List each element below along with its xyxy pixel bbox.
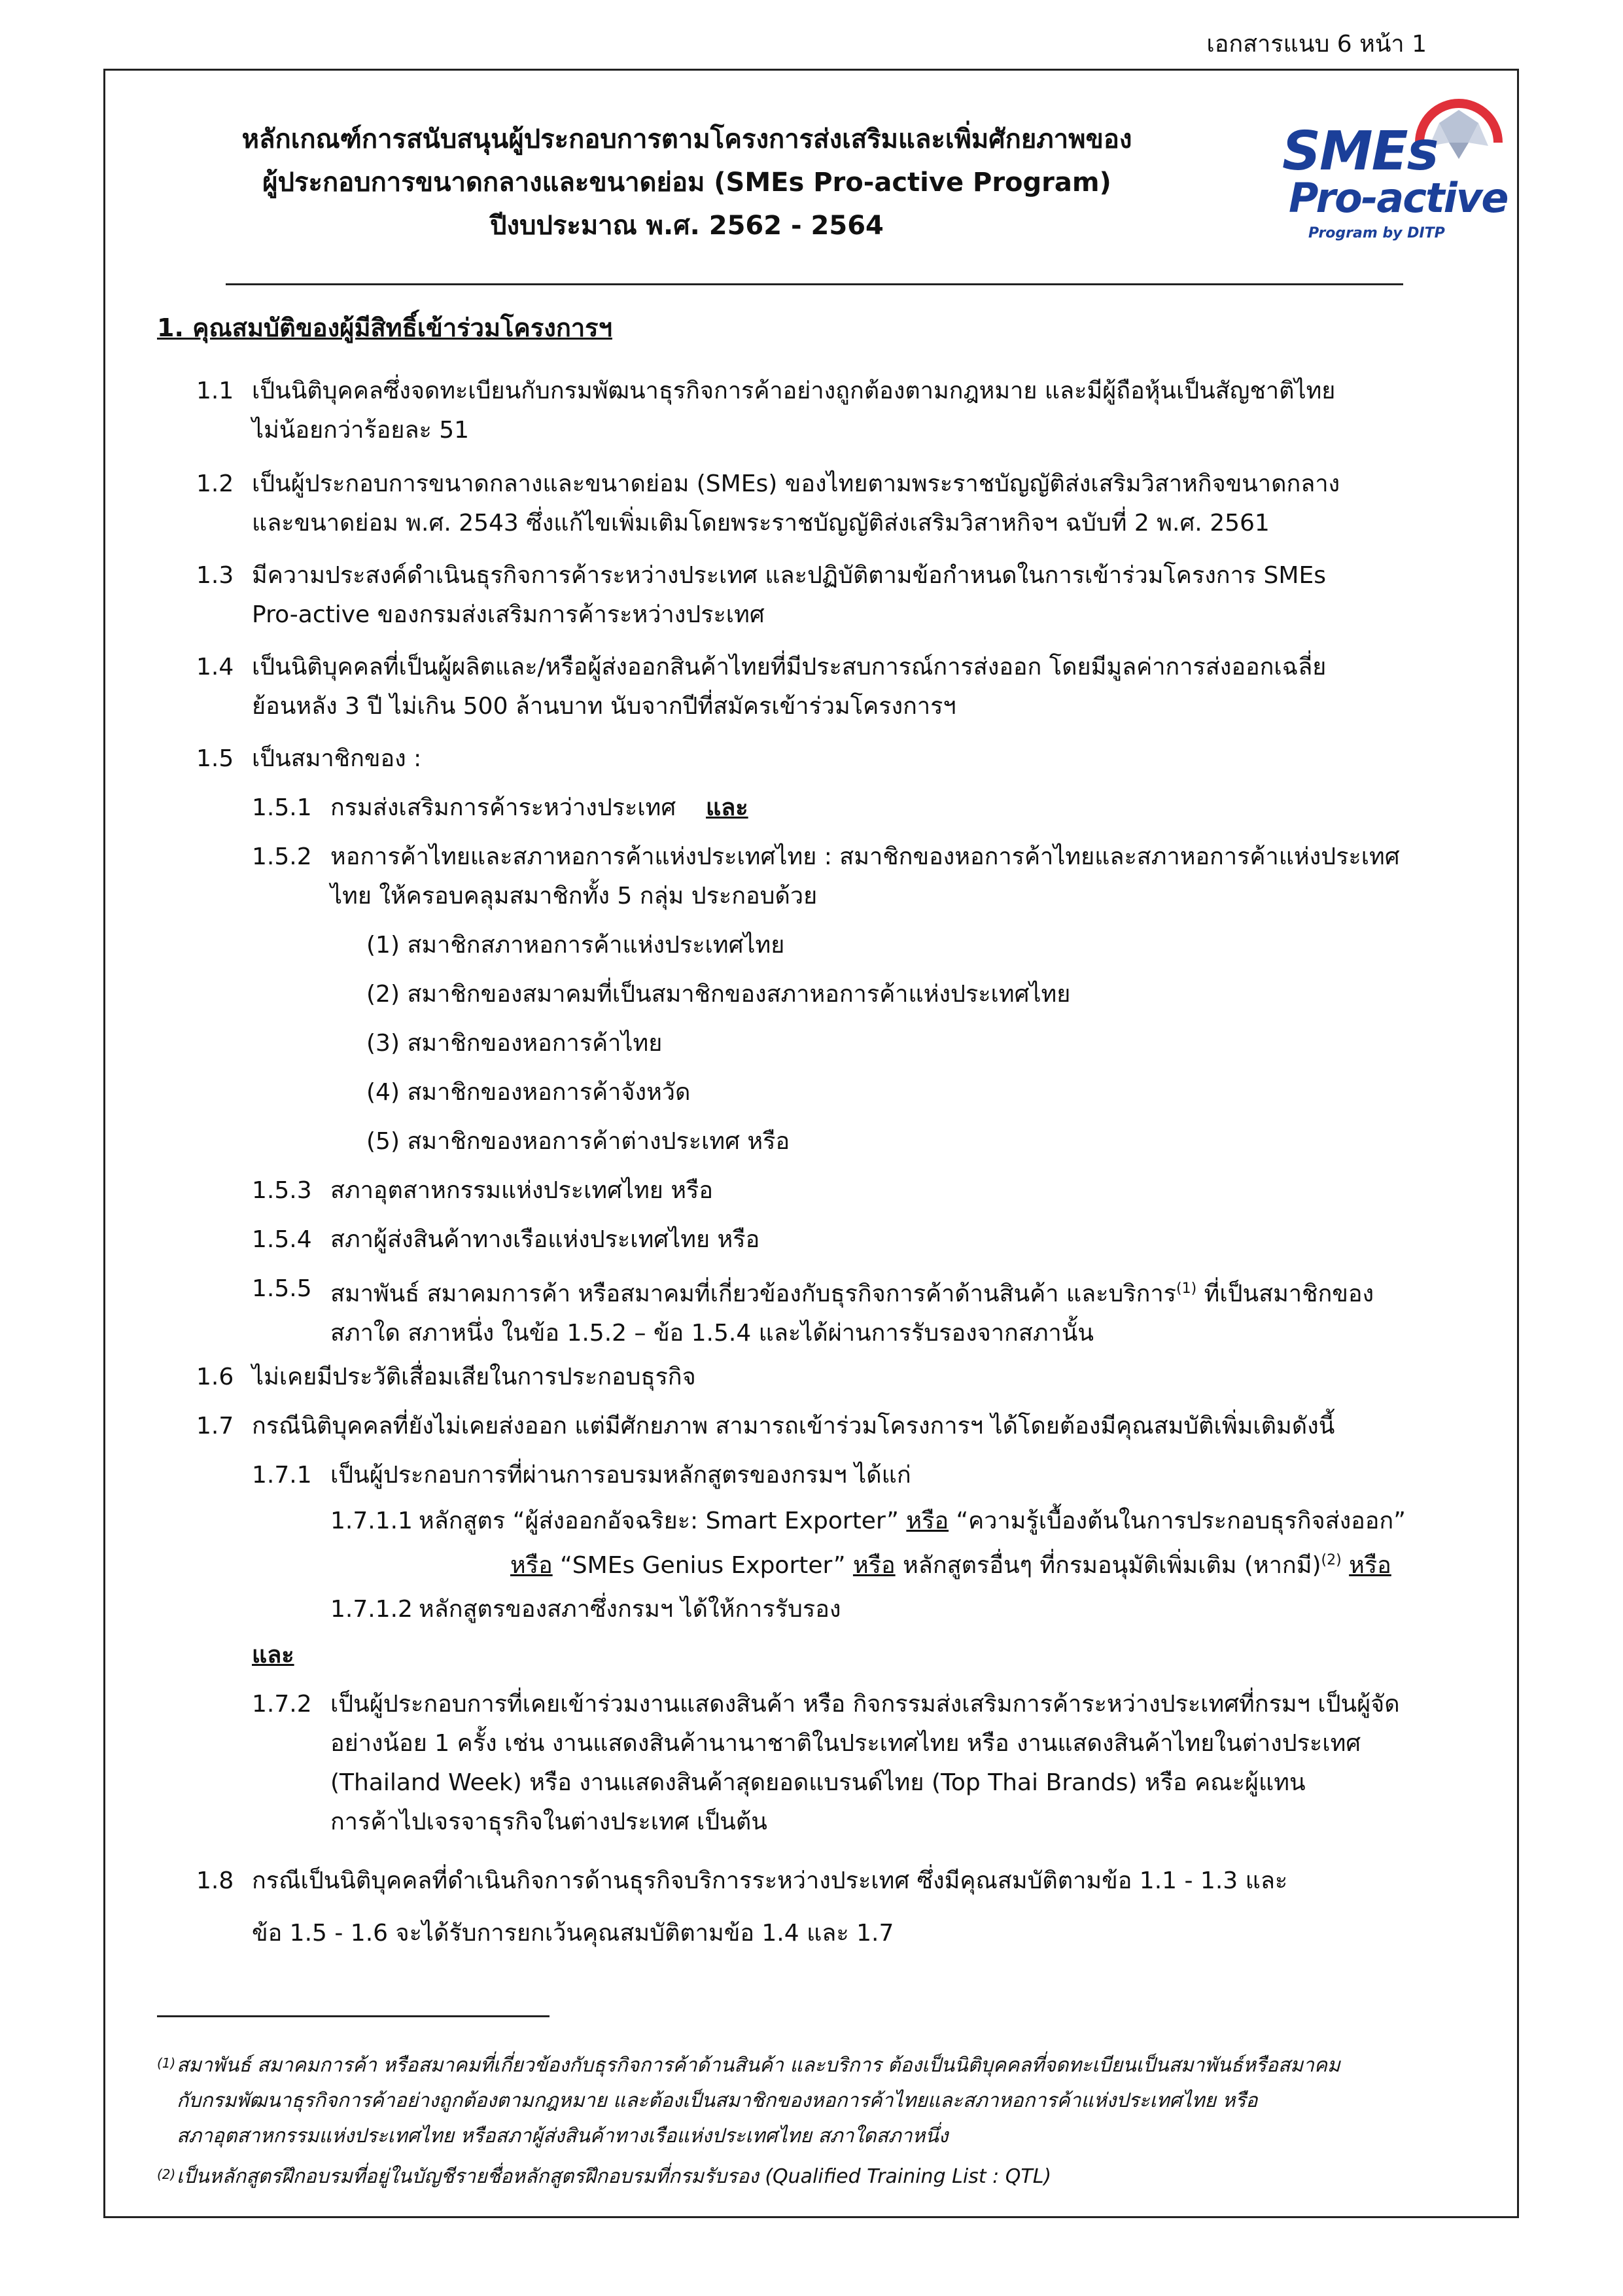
footnote-divider xyxy=(157,2015,550,2017)
course-name: หลักสูตร “ผู้ส่งออกอัจฉริยะ: Smart Exporter” xyxy=(419,1508,899,1534)
item-number: 1.5 xyxy=(196,745,234,772)
item-number: 1.5.3 xyxy=(252,1177,312,1204)
title-line-3: ปีงบประมาณ พ.ศ. 2562 - 2564 xyxy=(490,211,884,241)
or-connector: หรือ xyxy=(1349,1552,1391,1579)
item-number: 1.7.1.2 xyxy=(330,1596,413,1623)
item-text: กรณีนิติบุคคลที่ยังไม่เคยส่งออก แต่มีศักยภาพ สามารถเข้าร่วมโครงการฯ ได้โดยต้องมีคุณสมบัติเพิ่มเติมดังนี้ xyxy=(252,1413,1335,1439)
member-group: (1) สมาชิกสภาหอการค้าแห่งประเทศไทย xyxy=(366,932,785,959)
footnote-line: สภาอุตสาหกรรมแห่งประเทศไทย หรือสภาผู้ส่งสินค้าทางเรือแห่งประเทศไทย สภาใดสภาหนึ่ง xyxy=(177,2125,949,2147)
footnote-mark: (1) xyxy=(157,2055,176,2071)
or-connector: หรือ xyxy=(510,1552,553,1579)
course-name: “SMEs Genius Exporter” xyxy=(560,1552,846,1579)
item-text: สภาอุตสาหกรรมแห่งประเทศไทย หรือ xyxy=(330,1177,714,1204)
footnote-line: สมาพันธ์ สมาคมการค้า หรือสมาคมที่เกี่ยวข้องกับธุรกิจการค้าด้านสินค้า และบริการ ต้องเป็นนิติบุคคลที่จดทะเบียนเป็นสมาพันธ์หรือสมาคม xyxy=(177,2054,1340,2077)
logo-text-proactive: Pro-active xyxy=(1289,174,1508,222)
item-line: มีความประสงค์ดำเนินธุรกิจการค้าระหว่างประเทศ และปฏิบัติตามข้อกำหนดในการเข้าร่วมโครงการ SMEs xyxy=(252,562,1326,589)
item-line xyxy=(419,1541,1505,1585)
item-text: ไม่เคยมีประวัติเสื่อมเสียในการประกอบธุรกิจ xyxy=(252,1364,696,1390)
course-name: หลักสูตรอื่นๆ ที่กรมอนุมัติเพิ่มเติม (หากมี) xyxy=(903,1552,1321,1579)
item-line: เป็นนิติบุคคลซึ่งจดทะเบียนกับกรมพัฒนาธุรกิจการค้าอย่างถูกต้องตามกฎหมาย และมีผู้ถือหุ้นเป็นสัญชาติไทย xyxy=(252,378,1336,404)
item-line xyxy=(330,1269,1374,1314)
item-line: เป็นสมาชิกของ : xyxy=(252,745,422,772)
item-text: เป็นผู้ประกอบการที่ผ่านการอบรมหลักสูตรของกรมฯ ได้แก่ xyxy=(330,1462,911,1489)
item-number: 1.5.2 xyxy=(252,843,312,870)
and-connector: และ xyxy=(706,794,748,821)
footnote-line: เป็นหลักสูตรฝึกอบรมที่อยู่ในบัญชีรายชื่อหลักสูตรฝึกอบรมที่กรมรับรอง (Qualified Training List : QTL) xyxy=(177,2165,1052,2188)
item-line: (Thailand Week) หรือ งานแสดงสินค้าสุดยอดแบรนด์ไทย (Top Thai Brands) หรือ คณะผู้แทน xyxy=(330,1769,1306,1796)
document-title xyxy=(164,118,1210,247)
course-name: “ความรู้เบื้องต้นในการประกอบธุรกิจส่งออก” xyxy=(956,1508,1406,1534)
item-line-part: สมาพันธ์ สมาคมการค้า หรือสมาคมที่เกี่ยวข้องกับธุรกิจการค้าด้านสินค้า และบริการ xyxy=(330,1280,1177,1307)
item-line: เป็นผู้ประกอบการที่เคยเข้าร่วมงานแสดงสินค้า หรือ กิจกรรมส่งเสริมการค้าระหว่างประเทศที่กรมฯ เป็นผู้จัด xyxy=(330,1691,1400,1718)
item-line: อย่างน้อย 1 ครั้ง เช่น งานแสดงสินค้านานาชาติในประเทศไทย หรือ งานแสดงสินค้าไทยในต่างประเทศ xyxy=(330,1730,1361,1757)
footnote-ref-1: (1) xyxy=(1176,1280,1197,1297)
item-line: เป็นผู้ประกอบการขนาดกลางและขนาดย่อม (SMEs) ของไทยตามพระราชบัญญัติส่งเสริมวิสาหกิจขนาดกลาง xyxy=(252,470,1340,497)
item-line: กรณีเป็นนิติบุคคลที่ดำเนินกิจการด้านธุรกิจบริการระหว่างประเทศ ซึ่งมีคุณสมบัติตามข้อ 1.1 - 1.3 และ xyxy=(252,1867,1288,1894)
item-number: 1.7.2 xyxy=(252,1691,312,1718)
footnote-line: กับกรมพัฒนาธุรกิจการค้าอย่างถูกต้องตามกฎหมาย และต้องเป็นสมาชิกของหอการค้าไทยและสภาหอการค้าแห่งประเทศไทย หรือ xyxy=(177,2089,1258,2112)
member-group: (2) สมาชิกของสมาคมที่เป็นสมาชิกของสภาหอการค้าแห่งประเทศไทย xyxy=(366,981,1071,1008)
item-line: ย้อนหลัง 3 ปี ไม่เกิน 500 ล้านบาท นับจากปีที่สมัครเข้าร่วมโครงการฯ xyxy=(252,693,956,720)
item-line: เป็นนิติบุคคลที่เป็นผู้ผลิตและ/หรือผู้ส่งออกสินค้าไทยที่มีประสบการณ์การส่งออก โดยมีมูลค่าการส่งออกเฉลี่ย xyxy=(252,654,1327,680)
item-number: 1.7 xyxy=(196,1413,234,1439)
footnote-ref-2: (2) xyxy=(1321,1552,1342,1568)
item-number: 1.7.1 xyxy=(252,1462,312,1489)
or-connector: หรือ xyxy=(852,1552,896,1579)
member-group: (4) สมาชิกของหอการค้าจังหวัด xyxy=(366,1079,691,1106)
item-number: 1.5.5 xyxy=(252,1275,312,1302)
or-connector: หรือ xyxy=(906,1508,949,1534)
item-line-part: ที่เป็นสมาชิกของ xyxy=(1196,1280,1374,1307)
item-line xyxy=(419,1502,1505,1541)
item-text: กรมส่งเสริมการค้าระหว่างประเทศ xyxy=(330,794,676,821)
item-line: สภาใด สภาหนึ่ง ในข้อ 1.5.2 – ข้อ 1.5.4 และได้ผ่านการรับรองจากสภานั้น xyxy=(330,1320,1094,1347)
item-line: และขนาดย่อม พ.ศ. 2543 ซึ่งแก้ไขเพิ่มเติมโดยพระราชบัญญัติส่งเสริมวิสาหกิจฯ ฉบับที่ 2 พ.ศ. 2561 xyxy=(252,510,1270,537)
item-line: ไทย ให้ครอบคลุมสมาชิกทั้ง 5 กลุ่ม ประกอบด้วย xyxy=(330,883,818,910)
item-line: Pro-active ของกรมส่งเสริมการค้าระหว่างประเทศ xyxy=(252,601,765,628)
member-group: (5) สมาชิกของหอการค้าต่างประเทศ หรือ xyxy=(366,1128,790,1155)
section-1-heading: 1. คุณสมบัติของผู้มีสิทธิ์เข้าร่วมโครงการฯ xyxy=(157,313,612,342)
item-number: 1.1 xyxy=(196,378,234,404)
item-line: หอการค้าไทยและสภาหอการค้าแห่งประเทศไทย : สมาชิกของหอการค้าไทยและสภาหอการค้าแห่งประเทศ xyxy=(330,843,1400,870)
item-number: 1.4 xyxy=(196,654,234,680)
item-line: การค้าไปเจรจาธุรกิจในต่างประเทศ เป็นต้น xyxy=(330,1809,767,1835)
item-number: 1.3 xyxy=(196,562,234,589)
item-text: สภาผู้ส่งสินค้าทางเรือแห่งประเทศไทย หรือ xyxy=(330,1226,760,1253)
member-group: (3) สมาชิกของหอการค้าไทย xyxy=(366,1030,663,1057)
item-number: 1.5.4 xyxy=(252,1226,312,1253)
and-connector: และ xyxy=(252,1642,294,1669)
item-number: 1.6 xyxy=(196,1364,234,1390)
item-number: 1.2 xyxy=(196,470,234,497)
item-text: หลักสูตรของสภาซึ่งกรมฯ ได้ให้การรับรอง xyxy=(419,1596,841,1623)
smes-proactive-logo xyxy=(1282,97,1518,241)
item-number: 1.5.1 xyxy=(252,794,312,821)
title-line-2: ผู้ประกอบการขนาดกลางและขนาดย่อม (SMEs Pro-active Program) xyxy=(262,168,1111,198)
logo-text-smes: SMEs xyxy=(1282,120,1438,183)
footnote-mark: (2) xyxy=(157,2166,176,2182)
item-line: ไม่น้อยกว่าร้อยละ 51 xyxy=(252,417,470,444)
item-line: ข้อ 1.5 - 1.6 จะได้รับการยกเว้นคุณสมบัติตามข้อ 1.4 และ 1.7 xyxy=(252,1920,894,1947)
item-number: 1.7.1.1 xyxy=(330,1508,413,1534)
title-line-1: หลักเกณฑ์การสนับสนุนผู้ประกอบการตามโครงการส่งเสริมและเพิ่มศักยภาพของ xyxy=(241,124,1132,154)
title-divider xyxy=(226,283,1403,285)
item-number: 1.8 xyxy=(196,1867,234,1894)
annex-label: เอกสารแนบ 6 หน้า 1 xyxy=(1206,31,1427,58)
logo-text-byline: Program by DITP xyxy=(1308,225,1445,241)
